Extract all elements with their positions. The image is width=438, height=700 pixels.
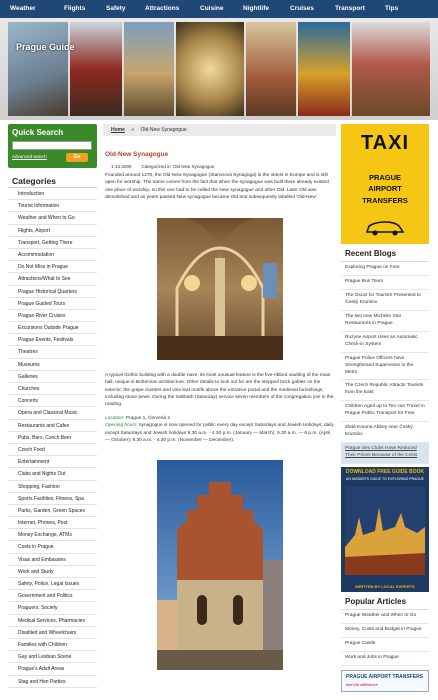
popular-article-link[interactable]: Work and Jobs in Prague xyxy=(341,652,429,666)
nav-attractions[interactable]: Attractions xyxy=(145,5,180,12)
recent-blog-link[interactable]: The Czech Republic Attracts Tourists from the East xyxy=(341,380,429,401)
category-link[interactable]: Prague Guided Tours xyxy=(8,298,97,310)
recent-blogs-list xyxy=(341,262,429,464)
article-paragraph-2: A typical Gothic building with a double nave, its most unusual feature is the five-ribbed vaulting of the main hall, unique in Bohemian architecture. Other details to look out for are the stepped brick gables on the exterior, the grape clusters and vine leaf motifs above the entrance portal and the medieval furnishings, including stone pews. During the Sabbath (Saturday) service seven members of the congregation join in the reading. xyxy=(105,372,334,408)
category-link[interactable]: Shopping, Fashion xyxy=(8,481,97,493)
taxi-ad-line-3: TRANSFERS xyxy=(362,195,408,205)
site-logo[interactable]: Prague Guide xyxy=(16,42,75,52)
taxi-ad-title: TAXI xyxy=(360,132,410,154)
category-link[interactable]: Tourist Information xyxy=(8,200,97,212)
nav-weather[interactable]: Weather xyxy=(10,5,36,12)
category-link[interactable]: Work and Study xyxy=(8,566,97,578)
breadcrumb-separator: » xyxy=(131,127,135,133)
quick-search-title: Quick Search xyxy=(12,128,64,137)
nav-flights[interactable]: Flights xyxy=(64,5,86,12)
advanced-search-link[interactable]: Advanced search xyxy=(12,154,47,159)
category-link[interactable]: Government and Politics xyxy=(8,590,97,602)
recent-blog-link[interactable]: Prague Police Officers have Strengthened Supervision in the Metro xyxy=(341,353,429,381)
quick-search-box xyxy=(8,124,97,168)
category-link[interactable]: Churches xyxy=(8,383,97,395)
category-link[interactable]: Transport, Getting There xyxy=(8,237,97,249)
categories-list xyxy=(8,188,97,688)
location-label: Location: xyxy=(105,415,125,421)
article-meta xyxy=(103,164,336,169)
banner-photo-city xyxy=(8,22,68,116)
nav-transport[interactable]: Transport xyxy=(335,5,365,12)
location-value: Prague 1, Červená 2 xyxy=(125,415,171,421)
category-link[interactable]: Costs in Prague xyxy=(8,541,97,553)
popular-articles-list xyxy=(341,610,429,666)
banner-photo-dome xyxy=(176,22,244,116)
category-link[interactable]: Weather and When to Go xyxy=(8,212,97,224)
category-link[interactable]: Introduction xyxy=(8,188,97,200)
recent-blog-link[interactable]: Children Aged up to Ten can Travel in Prague Public Transport for Free xyxy=(341,401,429,422)
transfer-ad-title: PRAGUE AIRPORT TRANSFERS xyxy=(346,673,424,680)
article-category[interactable]: Categorized in: Old New Synagogue xyxy=(141,164,215,169)
categories-title: Categories xyxy=(8,176,97,188)
category-link[interactable]: Prague Historical Quarters xyxy=(8,286,97,298)
recent-blogs-title: Recent Blogs xyxy=(341,249,429,262)
banner-photo-castle xyxy=(124,22,174,116)
recent-blog-link[interactable]: Ruzyne Airport Uses an Automatic Check-in System xyxy=(341,332,429,353)
category-link[interactable]: Prague River Cruises xyxy=(8,310,97,322)
banner-photo-tram xyxy=(70,22,122,116)
left-sidebar xyxy=(8,124,97,700)
breadcrumb-home[interactable]: Home xyxy=(111,127,125,133)
category-link[interactable]: Stag and Hen Parties xyxy=(8,676,97,688)
category-link[interactable]: Prague's Adult Areas xyxy=(8,663,97,675)
banner-photo-food xyxy=(246,22,296,116)
category-link[interactable]: Pubs, Bars, Czech Beer xyxy=(8,432,97,444)
taxi-ad-line-1: PRAGUE xyxy=(368,173,402,182)
castle-night-illustration xyxy=(345,487,425,575)
header-banner xyxy=(0,18,438,120)
category-link[interactable]: Visas and Embassies xyxy=(8,554,97,566)
recent-blog-link[interactable]: Prague Bus Tours xyxy=(341,276,429,290)
nav-tips[interactable]: Tips xyxy=(385,5,399,12)
banner-photo-puppet xyxy=(352,22,430,116)
category-link[interactable]: Excursions Outside Prague xyxy=(8,322,97,334)
nav-safety[interactable]: Safety xyxy=(106,5,126,12)
interior-illustration xyxy=(157,218,283,360)
search-go-button[interactable]: Go xyxy=(66,153,88,162)
car-icon xyxy=(365,220,405,236)
hours-line xyxy=(105,422,336,444)
taxi-ad-text xyxy=(341,172,429,206)
recent-blog-link[interactable]: Zlatá Koruna Abbey near Český Krumlov xyxy=(341,422,429,443)
category-link[interactable]: Opera and Classical Music xyxy=(8,407,97,419)
guide-ad-footer: WRITTEN BY LOCAL EXPERTS xyxy=(355,584,415,590)
category-link[interactable]: Clubs and Nights Out xyxy=(8,468,97,480)
taxi-ad-banner[interactable] xyxy=(341,124,429,244)
synagogue-interior-image xyxy=(157,218,283,360)
right-sidebar xyxy=(341,124,429,700)
taxi-ad-line-2: AIRPORT xyxy=(368,184,402,194)
article-paragraph-1: Founded around 1270, the Old-New Synagogue (Staronová Synagoga) is the oldest in Europe and is still open for worship. The name comes from the fact that when the synagogue was built there already existed one place of worship, so this one had to be called the New synagogue and other Old. Later Old was demolished and as years passed New synagogue became Old and subsequently labelled 'Old-New'. xyxy=(105,173,329,201)
breadcrumb xyxy=(103,124,336,136)
category-link[interactable]: Medical Services, Pharmacies xyxy=(8,615,97,627)
category-link[interactable]: Flights, Airport xyxy=(8,225,97,237)
popular-article-link[interactable]: Prague Castle xyxy=(341,638,429,652)
category-link[interactable]: Safety, Police, Legal Issues xyxy=(8,578,97,590)
category-link[interactable]: Prague Events, Festivals xyxy=(8,334,97,346)
article-info xyxy=(103,415,336,445)
category-link[interactable]: Galleries xyxy=(8,371,97,383)
category-link[interactable]: Money Exchange, ATMs xyxy=(8,529,97,541)
recent-blog-link[interactable]: Exploring Prague on Foot xyxy=(341,262,429,276)
search-input[interactable] xyxy=(12,141,92,150)
article-date: 1-13-2009 xyxy=(111,164,132,169)
category-link[interactable]: Attractions/What to See xyxy=(8,273,97,285)
nav-cruises[interactable]: Cruises xyxy=(290,5,314,12)
category-link[interactable]: Museums xyxy=(8,359,97,371)
category-link[interactable]: Czech Food xyxy=(8,444,97,456)
guide-book-ad[interactable] xyxy=(341,467,429,592)
recent-blog-link[interactable]: Prague Sex Clubs Have Reduced Their Prices Because of the Crisis xyxy=(341,443,429,464)
category-link[interactable]: Do Not Miss in Prague xyxy=(8,261,97,273)
nav-cuisine[interactable]: Cuisine xyxy=(200,5,224,12)
synagogue-exterior-image xyxy=(157,460,283,670)
popular-article-link[interactable]: Money, Costs and Budget in Prague xyxy=(341,624,429,638)
breadcrumb-current: Old-New Synagogue xyxy=(140,127,187,133)
category-link[interactable]: Entertainment xyxy=(8,456,97,468)
category-link[interactable]: Praguers, Society xyxy=(8,602,97,614)
category-link[interactable]: Concerts xyxy=(8,395,97,407)
location-line xyxy=(105,415,336,422)
top-navigation xyxy=(0,0,438,18)
exterior-illustration xyxy=(157,460,283,670)
popular-articles-title: Popular Articles xyxy=(341,597,429,610)
category-link[interactable]: Sports Facilities, Fitness, Spa xyxy=(8,493,97,505)
main-content xyxy=(103,124,336,700)
banner-photo-tower xyxy=(298,22,350,116)
transfer-ad-tagline: feel the difference xyxy=(346,681,378,687)
airport-transfer-ad[interactable] xyxy=(341,670,429,692)
popular-article-link[interactable]: Prague Weather and When to Go xyxy=(341,610,429,624)
hours-label: Opening hours: xyxy=(105,423,138,429)
category-link[interactable]: Disabled and Wheelchairs xyxy=(8,627,97,639)
category-link[interactable]: Parks, Garden, Green Spaces xyxy=(8,505,97,517)
nav-nightlife[interactable]: Nightlife xyxy=(243,5,269,12)
category-link[interactable]: Restaurants and Cafes xyxy=(8,420,97,432)
guide-ad-subtitle: AN INSIDER'S GUIDE TO EXPLORING PRAGUE xyxy=(346,477,424,482)
hours-value: synagogue is now opened for public every day except Saturdays and Jewish Holidays; daily except Saturdays and Jewish holidays 9.30 a.m. - 4.30 p.m. (January — March); 9.30 a.m. — 6 p.m. (April — October); 9.30 a.m. - 4.30 p.m. (November — December). xyxy=(105,423,334,444)
guide-ad-headline: DOWNLOAD FREE GUIDE BOOK xyxy=(345,469,425,476)
category-link[interactable]: Accommodation xyxy=(8,249,97,261)
category-link[interactable]: Theatres xyxy=(8,346,97,358)
recent-blog-link[interactable]: The two new Michelin Star Restaurants in Prague xyxy=(341,311,429,332)
category-link[interactable]: Families with Children xyxy=(8,639,97,651)
category-link[interactable]: Internet, Phones, Post xyxy=(8,517,97,529)
recent-blog-link[interactable]: The Oscar for Tourism Presented to Český Krumlov xyxy=(341,290,429,311)
category-link[interactable]: Gay and Lesbian Scene xyxy=(8,651,97,663)
article-title: Old-New Synagogue xyxy=(105,151,169,158)
